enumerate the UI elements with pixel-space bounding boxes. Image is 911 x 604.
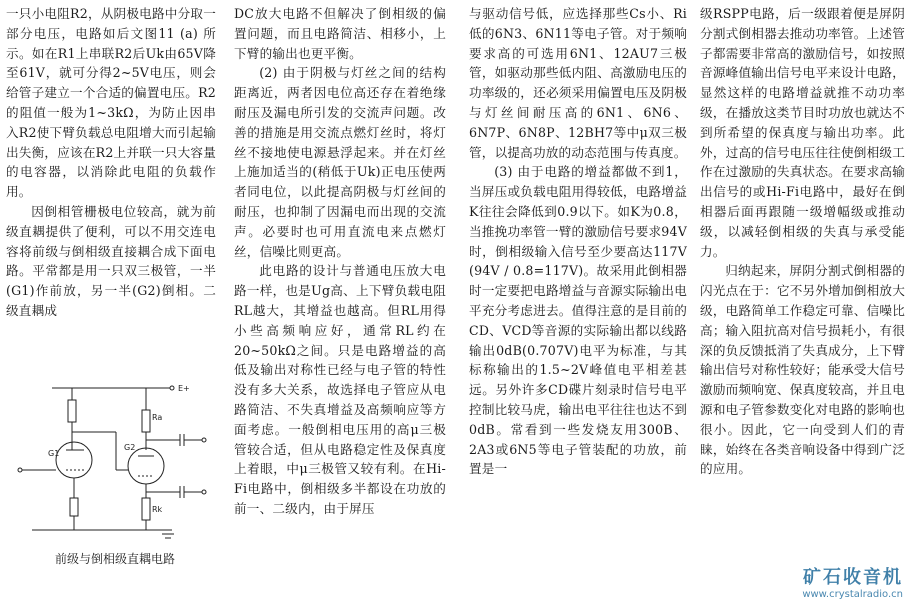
watermark-url: www.crystalradio.cn [802, 589, 903, 600]
text-column-3 [469, 4, 687, 479]
paragraph: DC放大电路不但解决了倒相级的偏置问题，而且电路简洁、相移小，上下臂的输出也更平衡。 [234, 6, 446, 61]
g2-anode-resistor [142, 410, 150, 432]
ra-label: Ra [152, 413, 163, 422]
text-column-2 [234, 4, 446, 519]
text-column-1 [6, 4, 216, 321]
g2-tube [128, 448, 164, 484]
g2-cathode-resistor [142, 498, 150, 520]
paragraph: (2) 由于阴极与灯丝之间的结构距离近，两者因电位高还存在着绝缘耐压及漏电所引发的交流声问题。改善的措施是用交流点燃灯丝时，将灯丝不接地使电源悬浮起来。并在灯丝上施加适当的(稍低于Uk)正电压使两者同电位，以此提高阴极与灯丝间的耐压，也抑制了因漏电而出现的交流声。必要时也可用直流电来点燃灯丝，信噪比则更高。 [234, 65, 446, 259]
paragraph: 与驱动信号低，应选择那些Cs小、Ri低的6N3、6N11等电子管。对于频响要求高的可选用6N1、12AU7三极管，如驱动那些低内阻、高激励电压的功率级的，还必须采用偏置电压及阴极与灯丝间耐压高的6N1、6N6、6N7P、6N8P、12BH7等中μ双三极管，以提高功放的动态范围与传真度。 [469, 6, 687, 160]
text-column-4 [700, 4, 905, 479]
g1-anode-resistor [68, 400, 76, 422]
paragraph: 因倒相管栅极电位较高，就为前级直耦提供了便利，可以不用交连电容将前级与倒相级直接耦合成下面电路。平常都是用一只双三极管，一半(G1)作前放，另一半(G2)倒相。二级直耦成 [6, 203, 216, 318]
paragraph: 此电路的设计与普通电压放大电路一样，也是Ug高、上下臂负载电阻RL越大，其增益也越高。但RL用得小些高频响应好，通常RL约在20~50kΩ之间。只是电路增益的高低及输出对称性已经与电子管的特性没有多大关系，故选择电子管应从电路简洁、不失真增益及高频响应等方面考虑。一般倒相电压用的高μ三极管较合适，但从电路稳定性及保真度上着眼，中μ三极管又较有利。在Hi-Fi电路中，倒相级多半都设在功放的前一、二级内，由于屏压 [234, 263, 446, 516]
g1-cathode-resistor [70, 498, 78, 516]
paragraph: 一只小电阻R2，从阴极电路中分取一部分电压，电路如后文图11 (a) 所示。如在R1上串联R2后Uk由65V降至61V，就可分得2~5V电压，则会给管子建立一个合适的偏置电压。R2的阻值一般为1~3kΩ，为防止因串入R2使下臂负载总电阻增大而引起输出失衡，应该在R2上并联一只大容量的电容器，以消除此电阻的负载作用。 [6, 6, 216, 200]
g1-label: G1 [48, 449, 60, 458]
input-terminal [18, 468, 22, 472]
g2-label: G2 [124, 443, 136, 452]
watermark [802, 563, 903, 600]
paragraph: 归纳起来，屏阴分割式倒相器的闪光点在于：它不另外增加倒相放大级，电路简单工作稳定可靠、信噪比高；输入阻抗高对信号损耗小，有很深的负反馈抵消了失真成分，上下臂输出信号对称性较好；能承受大信号激励而频响宽、保真度较高，并且电源和电子管参数变化对电路的影响也很小。因此，它一向受到人们的青睐，始终在各类音响设备中得到广泛的应用。 [700, 263, 905, 477]
figure-caption: 前级与倒相级直耦电路 [54, 552, 175, 566]
bplus-terminal [170, 386, 174, 390]
circuit-figure [12, 370, 218, 580]
rk-label: Rk [152, 505, 163, 514]
g1-tube [56, 442, 92, 478]
watermark-title: 矿石收音机 [803, 567, 903, 588]
paragraph: (3) 由于电路的增益都做不到1，当屏压或负载电阻用得较低，电路增益K往往会降低到0.9以下。如K为0.8，当推挽功率管一臂的激励信号要求94V时，倒相级输入信号至少要高达117V (94V / 0.8=117V)。故采用此倒相器时一定要把电路增益与音源实际输出电平充分考虑进去。值得注意的是目前的CD、VCD等音源的实际输出都以线路输出0dB(0.707V)电平为标准，与其标称输出的1.5~2V峰值电平相差甚远。另外许多CD碟片刻录时信号电平控制比较马虎，输出电平往往也达不到0dB。常看到一些发烧友用300B、2A3或6N5等电子管装配的功放，前置是一 [469, 164, 687, 477]
paragraph: 级RSPP电路，后一级跟着便是屏阴分割式倒相器去推动功率管。上述管子都需要非常高的激励信号，如按照音源峰值输出信号电平来设计电路，显然这样的电路增益就推不动功率级，在播放这类节目时功放也就达不到所希望的保真度与输出功率。此外，过高的信号电压往往使倒相级工作在过激励的失真状态。在要求高输出信号的或Hi-Fi电路中，最好在倒相器后面再跟随一级增幅级或推动级，以减轻倒相级的失真与承受能力。 [700, 6, 905, 259]
bplus-label: E+ [178, 384, 190, 393]
circuit-diagram [12, 370, 218, 550]
